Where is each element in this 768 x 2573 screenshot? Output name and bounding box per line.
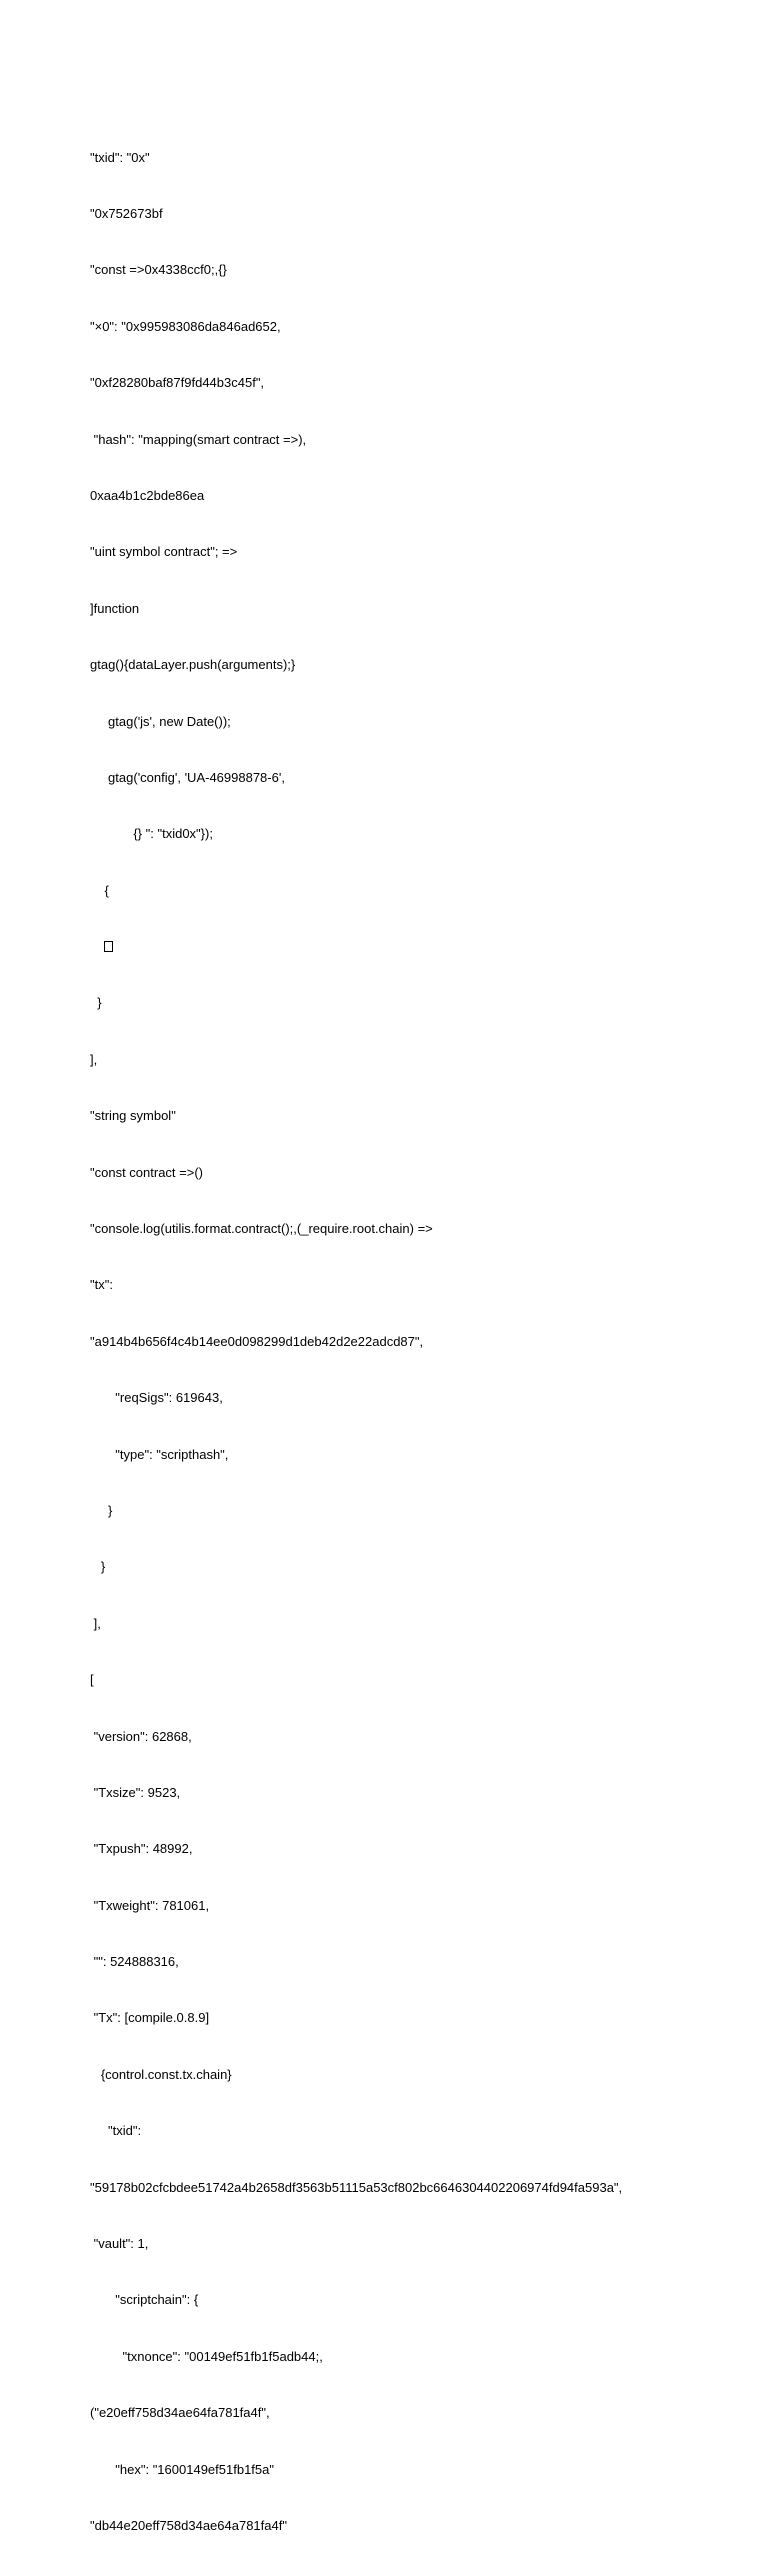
text-line-28: [ <box>90 1672 94 1688</box>
indent-text <box>90 939 104 954</box>
text-line-36: "txid": <box>90 2123 142 2139</box>
text-line-12: gtag('config', 'UA-46998878-6', <box>90 769 285 785</box>
text-line-8: "uint symbol contract"; => <box>90 544 238 560</box>
text-line-32: "Txweight": 781061, <box>90 1897 210 1913</box>
text-line-24: "type": "scripthash", <box>90 1446 229 1462</box>
text-line-3: "const =>0x4338ccf0;,{} <box>90 262 227 278</box>
text-line-33: "": 524888316, <box>90 1954 179 1970</box>
text-line-13: {} ": "txid0x"}); <box>90 826 213 842</box>
text-line-27: ], <box>90 1615 101 1631</box>
text-line-25: } <box>90 1502 113 1518</box>
text-line-7: 0xaa4b1c2bde86ea <box>90 487 205 503</box>
text-line-9: ]function <box>90 600 140 616</box>
text-line-17: ], <box>90 1051 98 1067</box>
text-line-18: "string symbol" <box>90 1108 176 1124</box>
text-line-16: } <box>90 995 102 1011</box>
text-line-38: "vault": 1, <box>90 2236 149 2252</box>
text-line-20: "console.log(utilis.format.contract();,(_require.root.chain) => <box>90 1221 433 1237</box>
text-line-1: "txid": "0x" <box>90 149 150 165</box>
text-line-6: "hash": "mapping(smart contract =>), <box>90 431 307 447</box>
text-line-37: "59178b02cfcbdee51742a4b2658df3563b51115a53cf802bc6646304402206974fd94fa593a", <box>90 2179 623 2195</box>
text-line-19: "const contract =>() <box>90 1164 203 1180</box>
text-line-4: "×0": "0x995983086da846ad652, <box>90 318 281 334</box>
text-line-35: {control.const.tx.chain} <box>90 2066 232 2082</box>
text-line-34: "Tx": [compile.0.8.9] <box>90 2010 210 2026</box>
text-line-40: "txnonce": "00149ef51fb1f5adb44;, <box>90 2348 323 2364</box>
code-text-block <box>90 111 750 2573</box>
text-line-5: "0xf28280baf87f9fd44b3c45f", <box>90 375 265 391</box>
text-line-2: "0x752673bf <box>90 205 163 221</box>
text-line-15 <box>90 938 750 957</box>
text-line-11: gtag('js', new Date()); <box>90 713 231 729</box>
text-line-43: "db44e20eff758d34ae64a781fa4f" <box>90 2518 287 2533</box>
text-line-23: "reqSigs": 619643, <box>90 1390 223 1406</box>
text-line-30: "Txsize": 9523, <box>90 1784 181 1800</box>
text-line-39: "scriptchain": { <box>90 2292 199 2308</box>
text-line-26: } <box>90 1559 106 1575</box>
text-line-29: "version": 62868, <box>90 1728 192 1744</box>
text-line-14: { <box>90 882 109 898</box>
text-line-21: "tx": <box>90 1277 113 1293</box>
text-line-10: gtag(){dataLayer.push(arguments);} <box>90 657 296 673</box>
text-line-31: "Txpush": 48992, <box>90 1841 193 1857</box>
text-line-41: ("e20eff758d34ae64fa781fa4f", <box>90 2405 270 2421</box>
text-line-42: "hex": "1600149ef51fb1f5a" <box>90 2461 274 2477</box>
missing-glyph-box-icon <box>104 941 113 952</box>
text-line-22: "a914b4b656f4c4b14ee0d098299d1deb42d2e22adcd87", <box>90 1333 424 1349</box>
